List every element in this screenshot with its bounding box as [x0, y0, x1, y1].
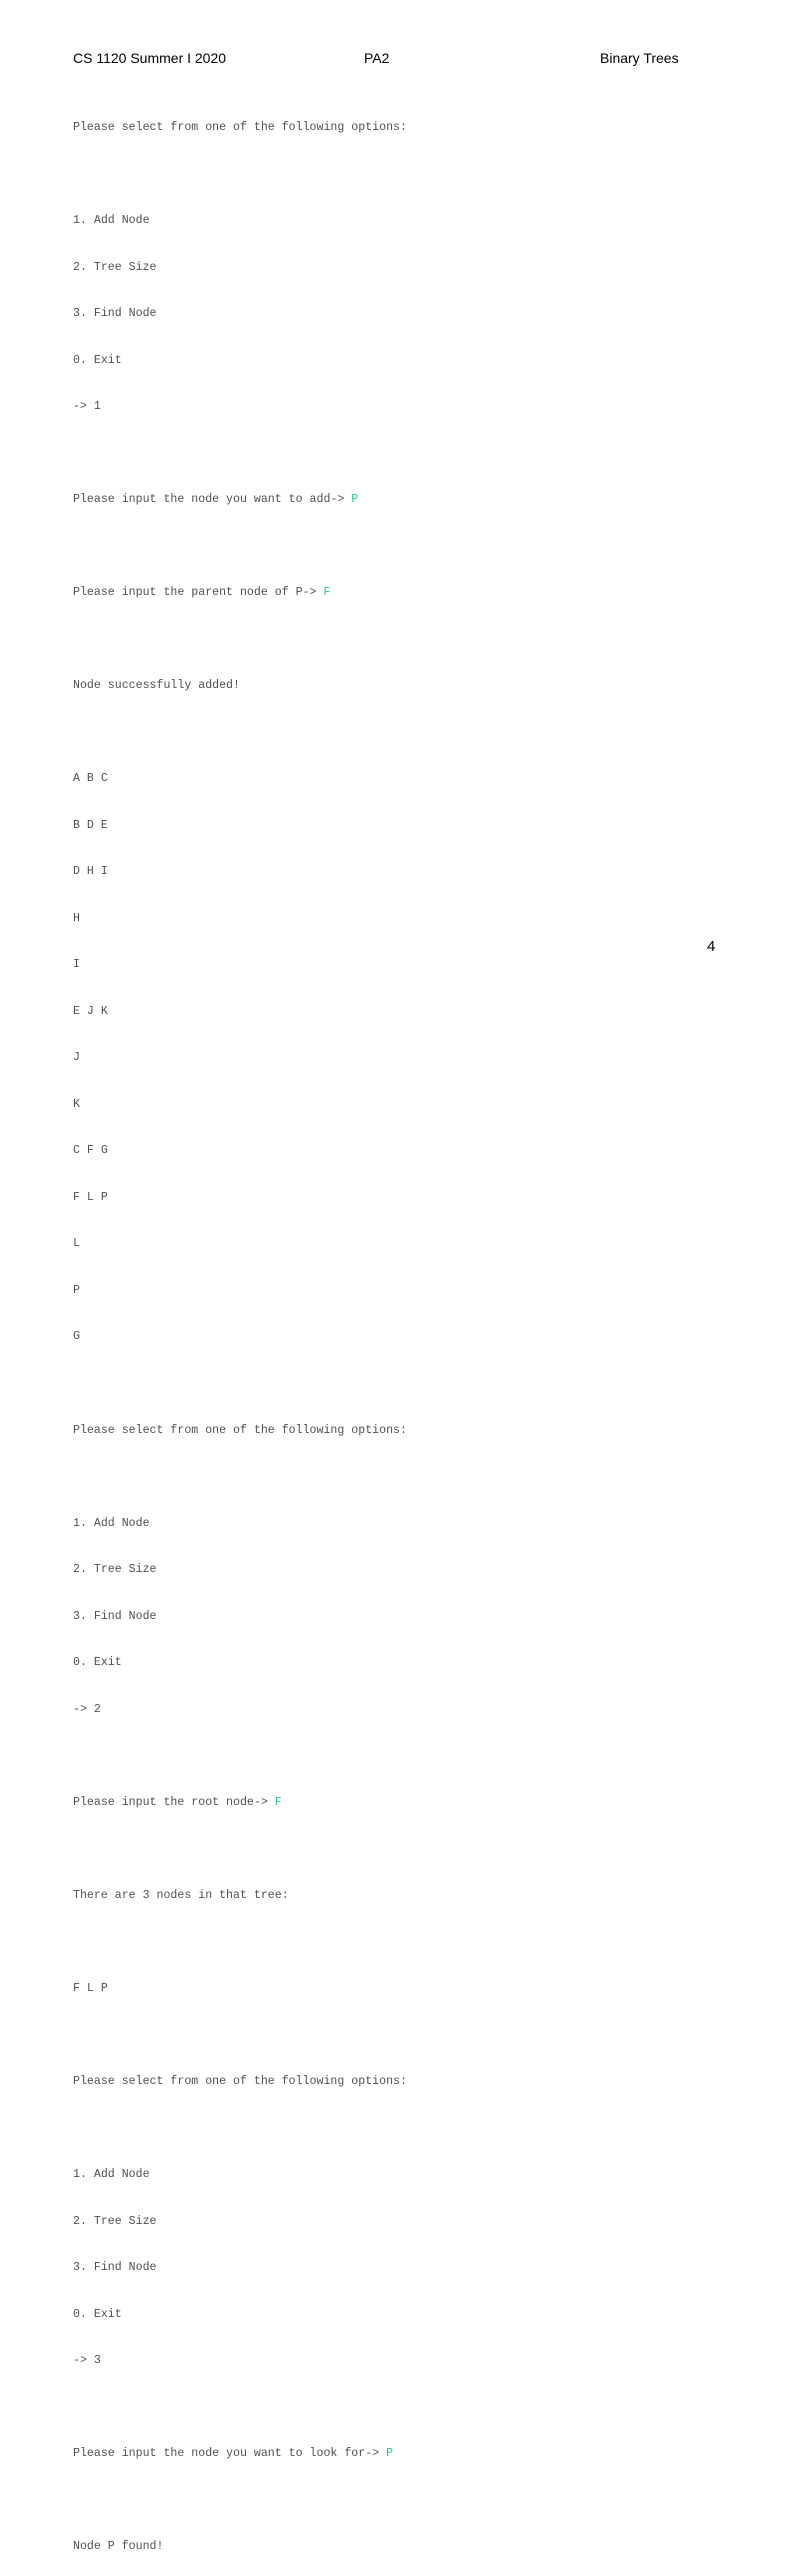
tree-line: J: [73, 1051, 80, 1065]
add-node-line: [73, 492, 713, 508]
page-header: [0, 50, 791, 70]
header-course: CS 1120 Summer I 2020: [73, 50, 227, 66]
tree-line: E J K: [73, 1004, 108, 1018]
add-node-prompt: Please input the node you want to add->: [73, 493, 352, 507]
menu-item-exit: 0. Exit: [73, 1656, 122, 1670]
find-node-prompt: Please input the node you want to look for->: [73, 2447, 387, 2461]
parent-node-prompt: Please input the parent node of P->: [73, 586, 324, 600]
page-number: 4: [707, 938, 716, 955]
tree-line: P: [73, 1283, 80, 1297]
find-node-input: P: [386, 2447, 394, 2461]
console-output: [73, 89, 716, 2570]
menu-choice: -> 2: [73, 1702, 101, 1716]
tree-line: A B C: [73, 772, 108, 786]
menu-item-exit: 0. Exit: [73, 2307, 122, 2321]
select-prompt: Please select from one of the following options:: [73, 1423, 407, 1437]
tree-line: I: [73, 958, 80, 972]
tree-line: D H I: [73, 865, 108, 879]
menu-item-find-node: 3. Find Node: [73, 2261, 157, 2275]
menu-choice: -> 3: [73, 2354, 101, 2368]
tree-line: G: [73, 1330, 80, 1344]
parent-node-line: [73, 585, 713, 601]
root-node-input: F: [274, 1795, 282, 1809]
parent-node-input: F: [323, 586, 331, 600]
tree-line: K: [73, 1097, 80, 1111]
menu-item-tree-size: 2. Tree Size: [73, 260, 157, 274]
menu-item-find-node: 3. Find Node: [73, 307, 157, 321]
tree-line: C F G: [73, 1144, 108, 1158]
tree-line: H: [73, 911, 80, 925]
tree-line: F L P: [73, 1190, 108, 1204]
header-topic: Binary Trees: [600, 50, 679, 66]
menu-item-exit: 0. Exit: [73, 353, 122, 367]
success-message: Node successfully added!: [73, 679, 240, 693]
menu-item-tree-size: 2. Tree Size: [73, 2214, 157, 2228]
select-prompt: Please select from one of the following options:: [73, 2075, 407, 2089]
menu-item-add-node: 1. Add Node: [73, 1516, 150, 1530]
subtree-line: F L P: [73, 1981, 108, 1995]
root-node-prompt: Please input the root node->: [73, 1795, 275, 1809]
found-message: Node P found!: [73, 2540, 164, 2554]
menu-item-find-node: 3. Find Node: [73, 1609, 157, 1623]
node-count-message: There are 3 nodes in that tree:: [73, 1888, 289, 1902]
menu-item-tree-size: 2. Tree Size: [73, 1563, 157, 1577]
header-assignment: PA2: [364, 50, 390, 66]
tree-line: L: [73, 1237, 80, 1251]
root-node-line: [73, 1795, 713, 1811]
menu-choice: -> 1: [73, 400, 101, 414]
find-node-line: [73, 2446, 713, 2462]
tree-line: B D E: [73, 818, 108, 832]
add-node-input: P: [351, 493, 359, 507]
menu-item-add-node: 1. Add Node: [73, 2168, 150, 2182]
select-prompt: Please select from one of the following options:: [73, 121, 407, 134]
menu-item-add-node: 1. Add Node: [73, 214, 150, 228]
